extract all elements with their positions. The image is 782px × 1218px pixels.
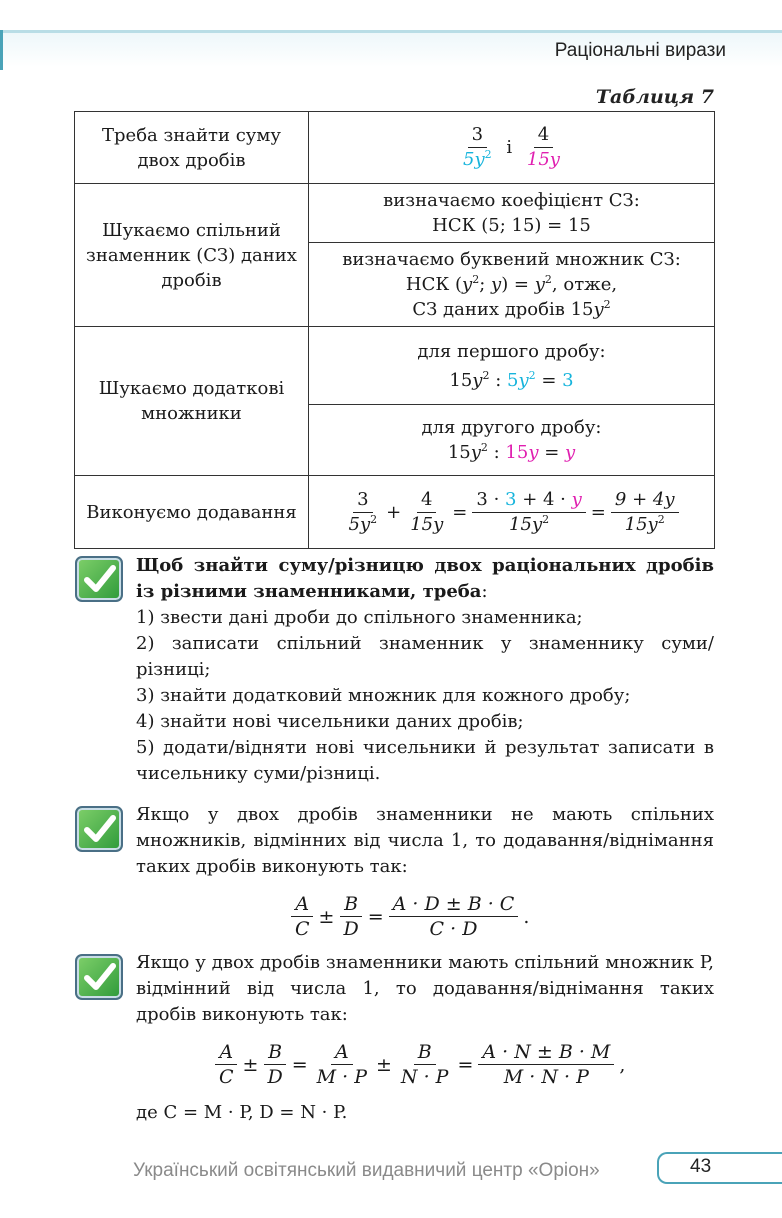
table-row [75, 112, 715, 184]
check-icon [75, 806, 123, 852]
page-tab [657, 1152, 782, 1184]
row3b: для другого дробу: $15y^2$ : 15y = y [309, 405, 715, 476]
rules-table [74, 111, 715, 549]
rule3-paragraph: Якщо у двох дробів знаменники мають спільний множник P, відмінний від числа 1, то додавання/віднімання таких дробів виконують так: [136, 952, 714, 1025]
table-row [75, 327, 715, 405]
row1-left: Треба знайти суму двох дробів [75, 112, 309, 184]
table-row [75, 184, 715, 243]
row2-left: Шукаємо спільний знаменник (СЗ) даних дробів [75, 184, 309, 327]
fraction-1: $\frac{3}{5y^2}$ [463, 124, 492, 170]
page-number: 43 [690, 1156, 712, 1177]
list-item: 1) звести дані дроби до спільного знаменника; [136, 607, 583, 628]
list-item: 2) записати спільний знаменник у знаменнику суми/різниці; [136, 633, 714, 680]
row3-left: Шукаємо додаткові множники [75, 327, 309, 476]
check-icon [75, 954, 123, 1000]
list-item: 5) додати/відняти нові чисельники й результат записати в чисельнику суми/різниці. [136, 737, 714, 784]
rule2-formula: $\frac{A}{C}$ ± $\frac{B}{D}$ = $\frac{A \cdot D \pm B \cdot C}{C \cdot D}$ . [288, 892, 531, 941]
row4-right: $\frac{3}{5y^2}$ + $\frac{4}{15y}$ = $\frac{3 \cdot 3 + 4 \cdot y}{15y^2}$ = $\frac{9 + 4y}{15y^2}$ [309, 476, 715, 549]
row3a: для першого дробу: $15y^2$ : $5y^2 = 3$ [309, 327, 715, 405]
table-row [75, 476, 715, 549]
check-icon [75, 556, 123, 602]
row2b: визначаємо буквений множник СЗ: НСК ($y^2$; $y) = y^2$, отже, СЗ даних дробів $15y^2$ [309, 243, 715, 327]
header-title: Раціональні вирази [554, 40, 726, 61]
list-item: 4) знайти нові чисельники даних дробів; [136, 711, 524, 732]
row2a: визначаємо коефіцієнт СЗ: НСК (5; 15) = 15 [309, 184, 715, 243]
rule1-paragraph: Щоб знайти суму/різницю двох раціональних дробів із різними знаменниками, треба: 1) звести дані дроби до спільного знаменника; 2) записати спільний знаменник у знаменнику суми/різниці; 3) знайти додатковий множник для кожного дробу; 4) знайти нові чисельники даних дробів; 5) додати/відняти нові чисельники й результат записати в чисельнику суми/різниці. [136, 553, 714, 787]
rule2-paragraph: Якщо у двох дробів знаменники не мають спільних множників, відмінних від числа 1, то додавання/віднімання таких дробів виконують так: [136, 804, 714, 877]
list-item: 3) знайти додатковий множник для кожного дробу; [136, 685, 631, 706]
header-rule [0, 30, 782, 33]
row1-right: $\frac{3}{5y^2}$ і $\frac{4}{15y}$ [309, 112, 715, 184]
table-caption: Таблиця 7 [595, 86, 714, 108]
rule3-formula: $\frac{A}{C}$ ± $\frac{B}{D}$ = $\frac{A}{M \cdot P}$ ± $\frac{B}{N \cdot P}$ = $\frac{A \cdot N \pm B \cdot M}{M \cdot N \cdot P}$ , [212, 1040, 627, 1089]
header-rule-left [0, 30, 3, 70]
row4-left: Виконуємо додавання [75, 476, 309, 549]
footer-publisher: Український освітянський видавничий центр «Оріон» [133, 1160, 600, 1181]
fraction-2: $\frac{4}{15y}$ [526, 124, 560, 170]
rule3-where: де C = M · P, D = N · P. [136, 1102, 348, 1123]
